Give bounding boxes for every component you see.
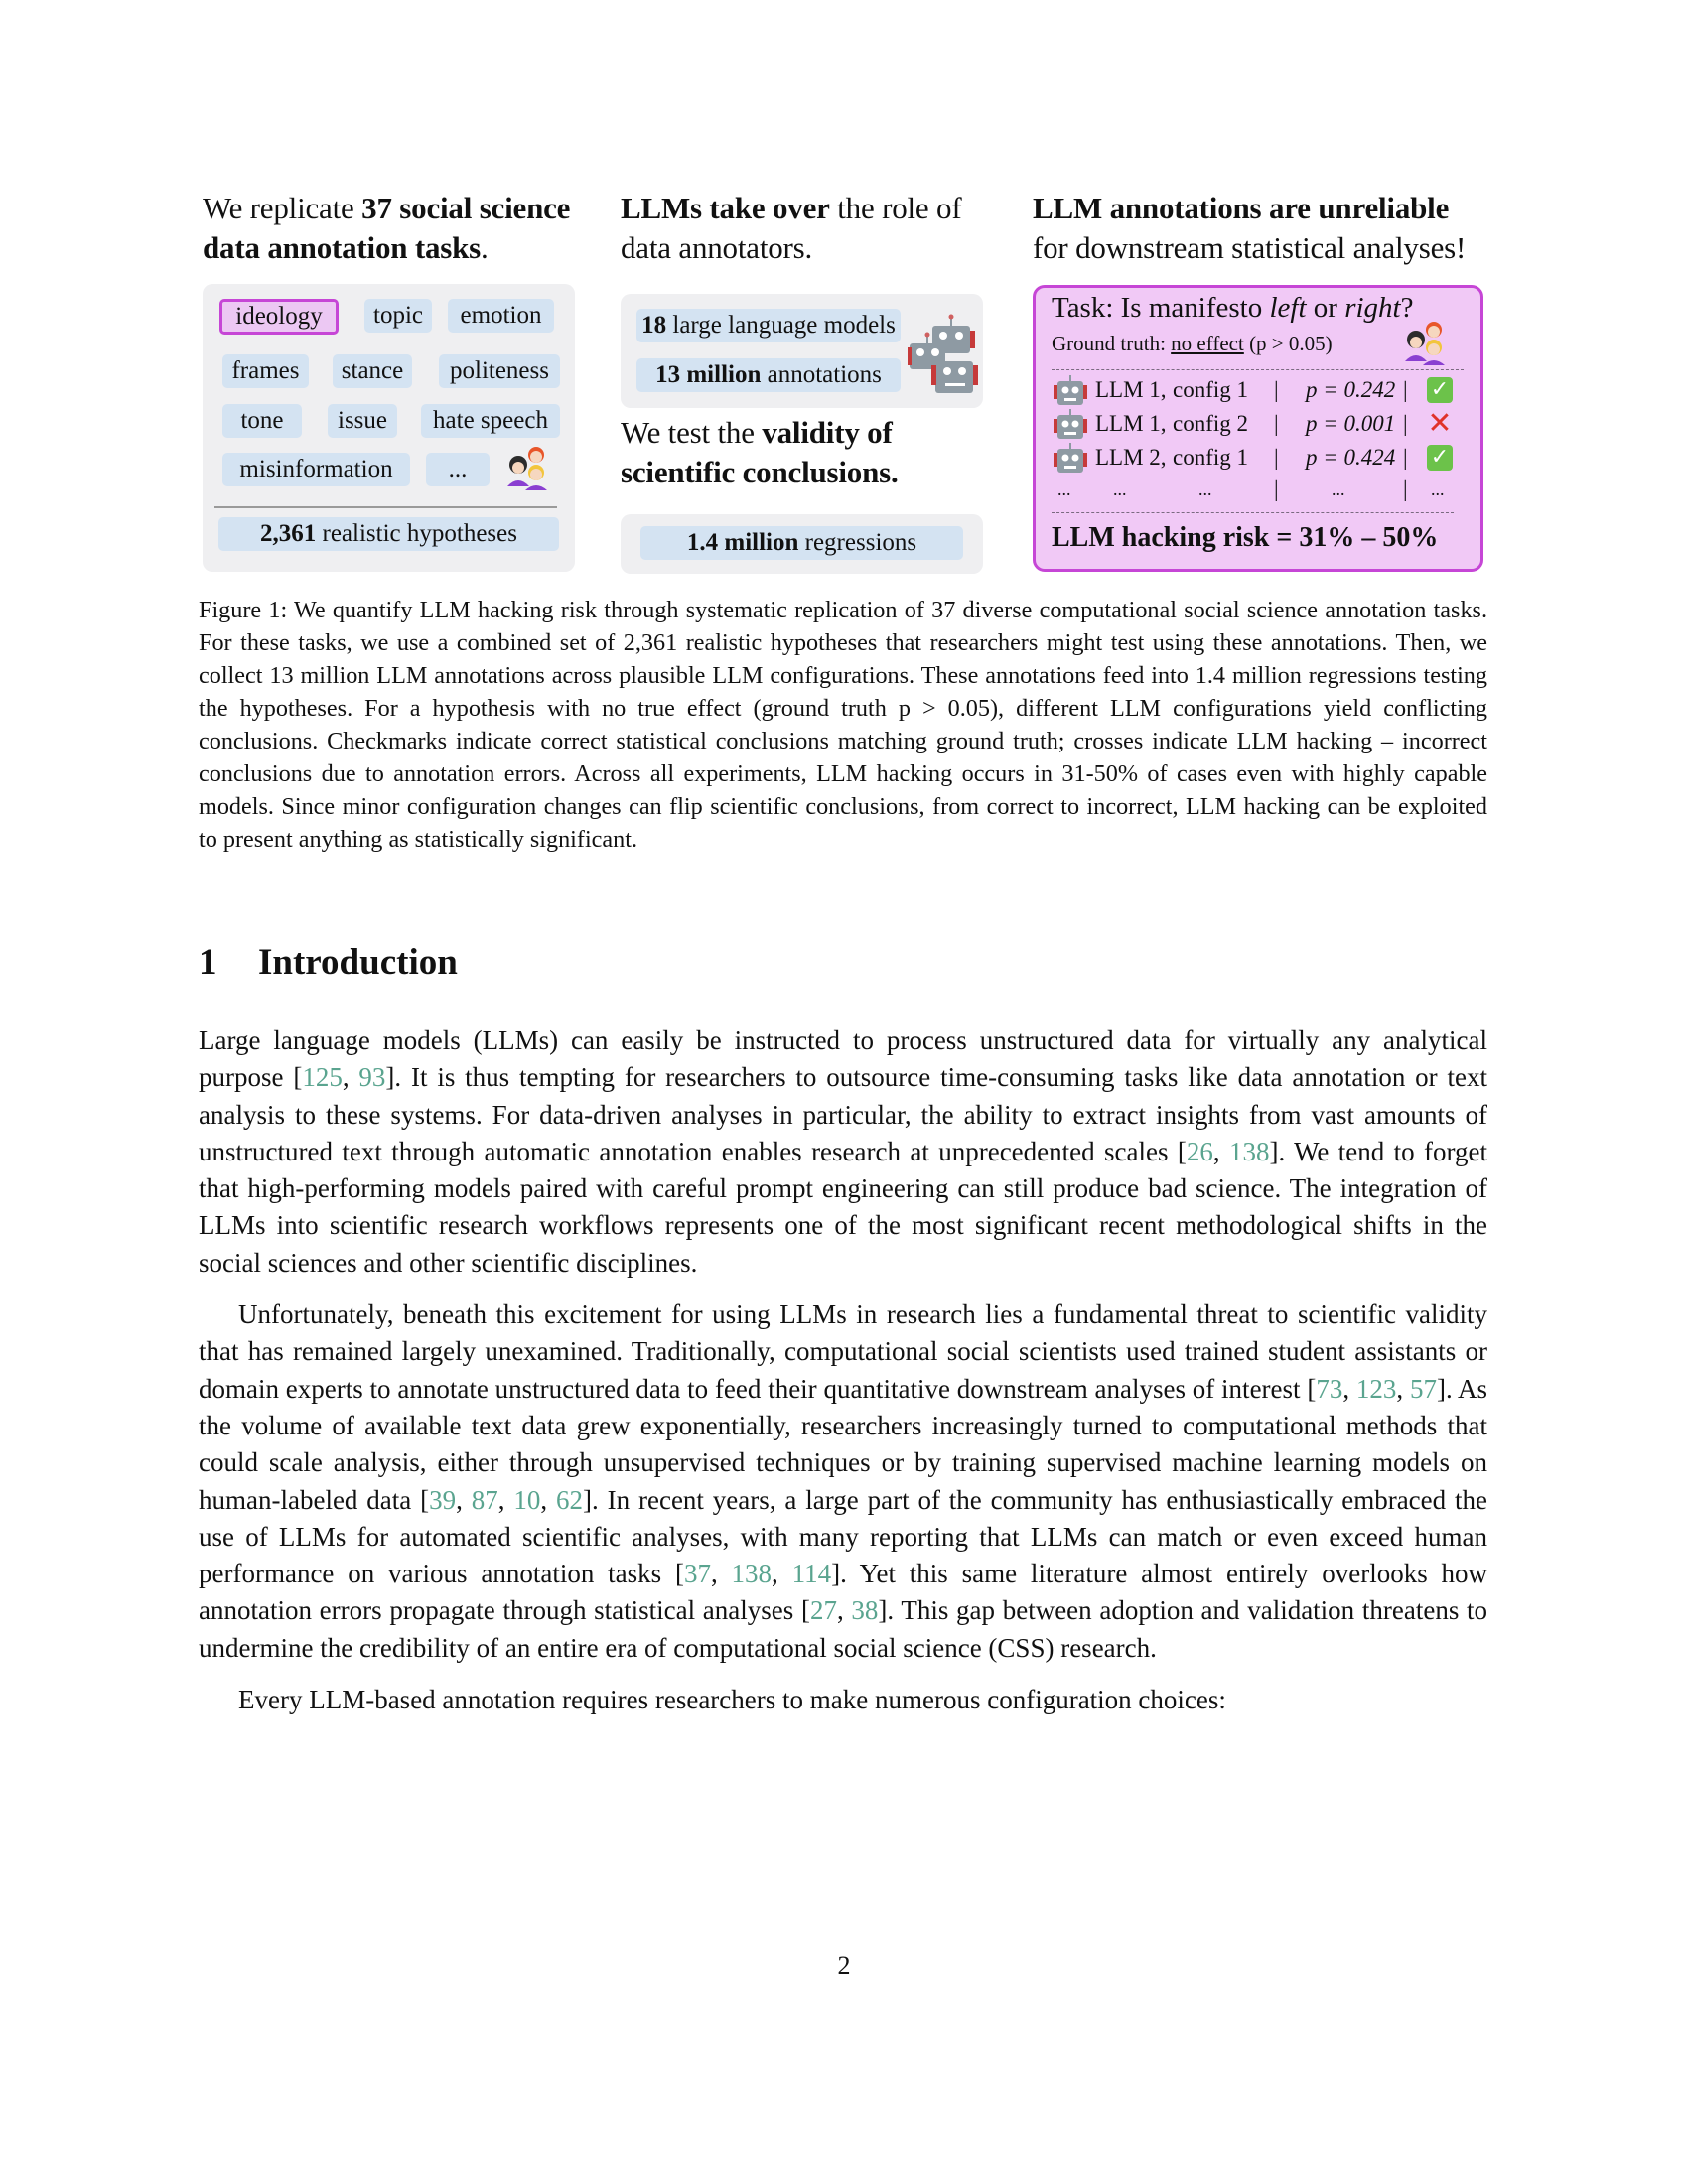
result-row: LLM 2, config 1 | p = 0.424 | ✓ (1054, 441, 1471, 475)
result-row-ellipsis: ... ... ... | ... | ... (1057, 477, 1445, 501)
result-row: LLM 1, config 1 | p = 0.242 | ✓ (1054, 373, 1471, 407)
hacking-risk: LLM hacking risk = 31% – 50% (1052, 522, 1439, 553)
caption-text: Figure 1: We quantify LLM hacking risk through systematic replication of 37 diverse computational social science annotation tasks. For these tasks, we use a combined set of 2,361 realistic hypotheses that researchers might test using these annotations. Then, we collect 13 million LLM annotations across plausible LLM configurations. These annotations feed into 1.4 million regressions testing the hypotheses. For a hypothesis with no true effect (ground truth p > 0.05), different LLM configurations yield conflicting conclusions. Checkmarks indicate correct statistical conclusions matching ground truth; crosses indicate LLM hacking – incorrect conclusions due to annotation errors. Across all experiments, LLM hacking occurs in 31-50% of cases even with highly capable models. Since minor configuration changes can flip scientific conclusions, from correct to incorrect, LLM hacking can be exploited to present anything as statistically significant. (199, 597, 1487, 853)
people-emoji-icon (1401, 318, 1449, 365)
ground-truth: Ground truth: no effect (p > 0.05) (1052, 332, 1333, 355)
chip-frames: frames (222, 354, 309, 388)
chip-ideology: ideology (219, 299, 339, 335)
unreliable-heading: LLM annotations are unreliable for downstream statistical analyses! (1033, 191, 1467, 265)
section-number: 1 (199, 942, 217, 983)
chip-emotion: emotion (448, 299, 554, 333)
citation-link[interactable]: 138 (731, 1559, 773, 1589)
citation-link[interactable]: 10 (513, 1484, 541, 1515)
figure-caption (199, 594, 1487, 856)
citation-link[interactable]: 62 (556, 1484, 584, 1515)
section-heading (199, 941, 458, 985)
result-row: LLM 1, config 2 | p = 0.001 | ✕ (1054, 407, 1471, 441)
chip-tone: tone (222, 404, 302, 438)
chip-stance: stance (333, 354, 412, 388)
robots-icon (908, 314, 979, 395)
citation-link[interactable]: 37 (683, 1559, 711, 1589)
llm-panel (621, 294, 983, 408)
dashed-divider-bottom (1052, 512, 1454, 513)
tasks-heading: We replicate 37 social science data annotation tasks. (203, 191, 571, 265)
hypotheses-count: 2,361 realistic hypotheses (218, 517, 559, 551)
annotations-count: 13 million annotations (636, 358, 901, 392)
tasks-divider (214, 506, 557, 508)
people-emoji-icon (503, 443, 551, 490)
citation-link[interactable]: 73 (1316, 1373, 1343, 1404)
tasks-panel (203, 284, 575, 572)
citation-link[interactable]: 27 (809, 1595, 837, 1626)
citation-link[interactable]: 38 (851, 1595, 879, 1626)
page-number: 2 (837, 1951, 851, 1979)
figure-1 (199, 189, 1489, 581)
paragraph: Large language models (LLMs) can easily be instructed to process unstructured data for virtually any analytical purpose [125, 93]. It is thus tempting for researchers to outsource time-consuming tasks like data annotation or text analysis to these systems. For data-driven analyses in particular, the ability to extract insights from vast amounts of unstructured text through automatic annotation enables research at unprecedented scales [26, 138]. We tend to forget that high-performing models paired with careful prompt engineering can still produce bad science. The integration of LLMs into scientific research workflows represents one of the most significant recent methodological shifts in the social sciences and other scientific disciplines. (199, 1025, 1488, 1278)
citation-link[interactable]: 57 (1409, 1373, 1437, 1404)
chip-politeness: politeness (439, 354, 560, 388)
llms-heading: LLMs take over the role of data annotators. (621, 191, 962, 265)
citation-link[interactable]: 39 (429, 1484, 457, 1515)
citation-link[interactable]: 114 (791, 1559, 832, 1589)
chip-topic: topic (364, 299, 432, 333)
section-title: Introduction (258, 942, 458, 983)
paragraph: Unfortunately, beneath this excitement for using LLMs in research lies a fundamental threat to scientific validity that has remained largely unexamined. Traditionally, computational social scientists used trained student assistants or domain experts to annotate unstructured data to feed their quantitative downstream analyses of interest [73, 123, 57]. As the volume of available text data grew exponentially, researchers increasingly turned to computational methods that could scale analysis, either through unsupervised techniques or by training supervised machine learning models on human-labeled data [39, 87, 10, 62]. In recent years, a large part of the community has enthusiastically embraced the use of LLMs for automated scientific analyses, with many reporting that LLMs can match or even exceed human performance on various annotation tasks [37, 138, 114]. Yet this same literature almost entirely overlooks how annotation errors propagate through statistical analyses [27, 38]. This gap between adoption and validation threatens to undermine the credibility of an entire era of computational social science (CSS) research. (199, 1299, 1488, 1663)
citation-link[interactable]: 138 (1228, 1136, 1270, 1166)
dashed-divider-top (1052, 369, 1464, 370)
citation-link[interactable]: 125 (302, 1062, 343, 1093)
citation-link[interactable]: 87 (471, 1484, 498, 1515)
chip-issue: issue (328, 404, 397, 438)
hacking-example-panel (1033, 285, 1483, 572)
validity-heading: We test the validity of scientific conclusions. (621, 415, 899, 489)
citation-link[interactable]: 26 (1186, 1136, 1213, 1166)
citation-link[interactable]: 93 (358, 1062, 386, 1093)
paragraph: Every LLM-based annotation requires researchers to make numerous configuration choices: (238, 1685, 1226, 1715)
task-question: Task: Is manifesto left or right? (1052, 292, 1414, 324)
models-count: 18 large language models (636, 309, 901, 342)
regressions-panel (621, 514, 983, 574)
chip-misinformation: misinformation (222, 453, 410, 486)
chip-more: ... (426, 453, 490, 486)
regressions-count: 1.4 million regressions (640, 526, 963, 560)
introduction-body (199, 1023, 1487, 1733)
chip-hate-speech: hate speech (421, 404, 560, 438)
citation-link[interactable]: 123 (1355, 1373, 1397, 1404)
